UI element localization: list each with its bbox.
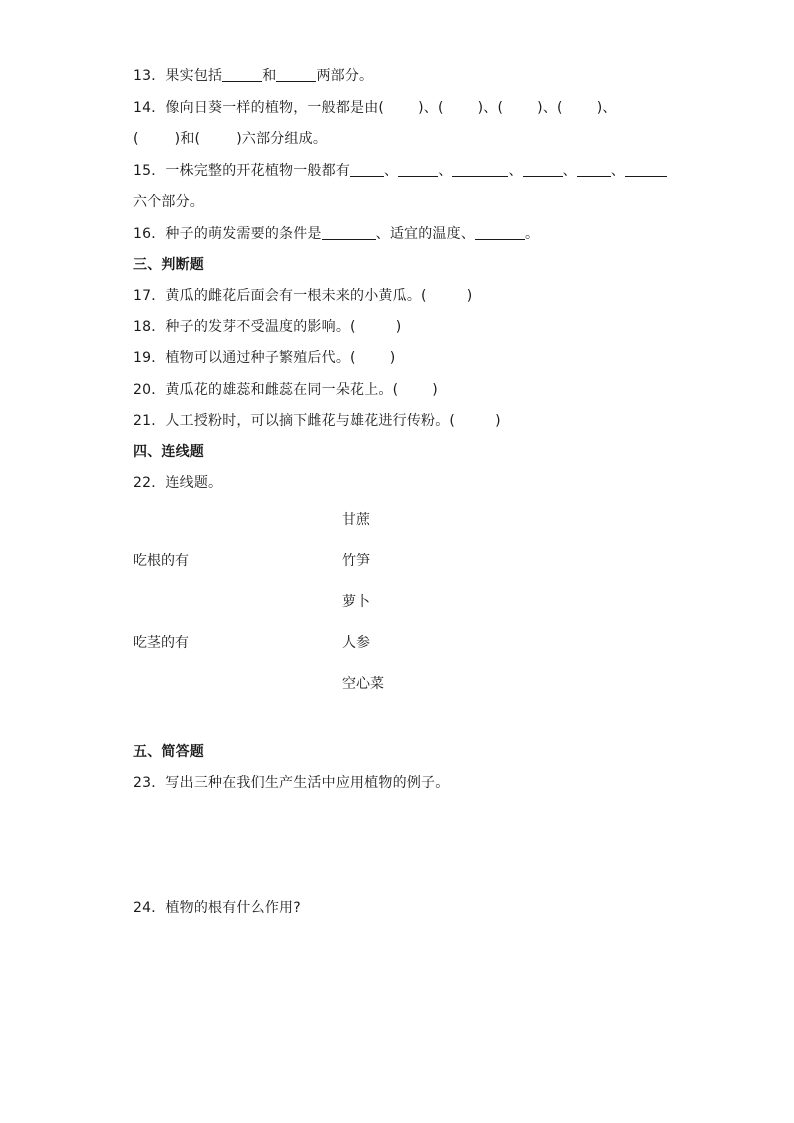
question-13: 13．果实包括 和 两部分。 bbox=[133, 68, 374, 84]
question-number: 22． bbox=[133, 475, 166, 491]
section-heading-matching: 四、连线题 bbox=[133, 444, 204, 460]
question-number: 14． bbox=[133, 100, 166, 116]
question-16: 16．种子的萌发需要的条件是 、适宜的温度、 。 bbox=[133, 226, 540, 242]
question-14-cont: ( )和( )六部分组成。 bbox=[133, 131, 328, 147]
question-22: 22．连线题。 bbox=[133, 475, 223, 491]
answer-blank[interactable] bbox=[523, 162, 563, 177]
answer-blank[interactable] bbox=[577, 162, 611, 177]
question-number: 24． bbox=[133, 900, 166, 916]
answer-blank[interactable] bbox=[276, 67, 316, 82]
answer-blank[interactable] bbox=[350, 162, 384, 177]
match-left-item[interactable]: 吃茎的有 bbox=[133, 635, 189, 651]
answer-blank[interactable] bbox=[322, 225, 376, 240]
question-24: 24．植物的根有什么作用? bbox=[133, 900, 301, 916]
answer-blank[interactable] bbox=[398, 162, 438, 177]
match-right-item[interactable]: 萝卜 bbox=[342, 594, 370, 610]
question-18: 18．种子的发芽不受温度的影响。( ) bbox=[133, 319, 402, 335]
section-heading-short-answer: 五、简答题 bbox=[133, 744, 204, 760]
question-20: 20．黄瓜花的雄蕊和雌蕊在同一朵花上。( ) bbox=[133, 382, 438, 398]
question-23: 23．写出三种在我们生产生活中应用植物的例子。 bbox=[133, 775, 450, 791]
answer-blank[interactable] bbox=[625, 162, 667, 177]
question-14: 14．像向日葵一样的植物，一般都是由( )、( )、( )、( )、 bbox=[133, 100, 617, 116]
question-number: 15． bbox=[133, 163, 166, 179]
answer-blank[interactable] bbox=[222, 67, 262, 82]
question-21: 21．人工授粉时，可以摘下雌花与雄花进行传粉。( ) bbox=[133, 413, 501, 429]
answer-blank[interactable] bbox=[475, 225, 525, 240]
question-number: 18． bbox=[133, 319, 166, 335]
question-number: 20． bbox=[133, 382, 166, 398]
question-17: 17．黄瓜的雌花后面会有一根未来的小黄瓜。( ) bbox=[133, 288, 473, 304]
question-number: 23． bbox=[133, 775, 166, 791]
match-right-item[interactable]: 甘蔗 bbox=[342, 512, 370, 528]
match-right-item[interactable]: 空心菜 bbox=[342, 676, 384, 692]
question-number: 16． bbox=[133, 226, 166, 242]
question-number: 19． bbox=[133, 350, 166, 366]
question-15-cont: 六个部分。 bbox=[133, 194, 204, 210]
question-number: 17． bbox=[133, 288, 166, 304]
section-heading-true-false: 三、判断题 bbox=[133, 257, 204, 273]
question-19: 19．植物可以通过种子繁殖后代。( ) bbox=[133, 350, 396, 366]
question-15: 15．一株完整的开花植物一般都有 、 、 、 、 、 bbox=[133, 161, 667, 181]
answer-blank[interactable] bbox=[452, 162, 508, 177]
question-number: 21． bbox=[133, 413, 166, 429]
match-right-item[interactable]: 竹笋 bbox=[342, 553, 370, 569]
question-number: 13． bbox=[133, 68, 166, 84]
match-right-item[interactable]: 人参 bbox=[342, 635, 370, 651]
match-left-item[interactable]: 吃根的有 bbox=[133, 553, 189, 569]
